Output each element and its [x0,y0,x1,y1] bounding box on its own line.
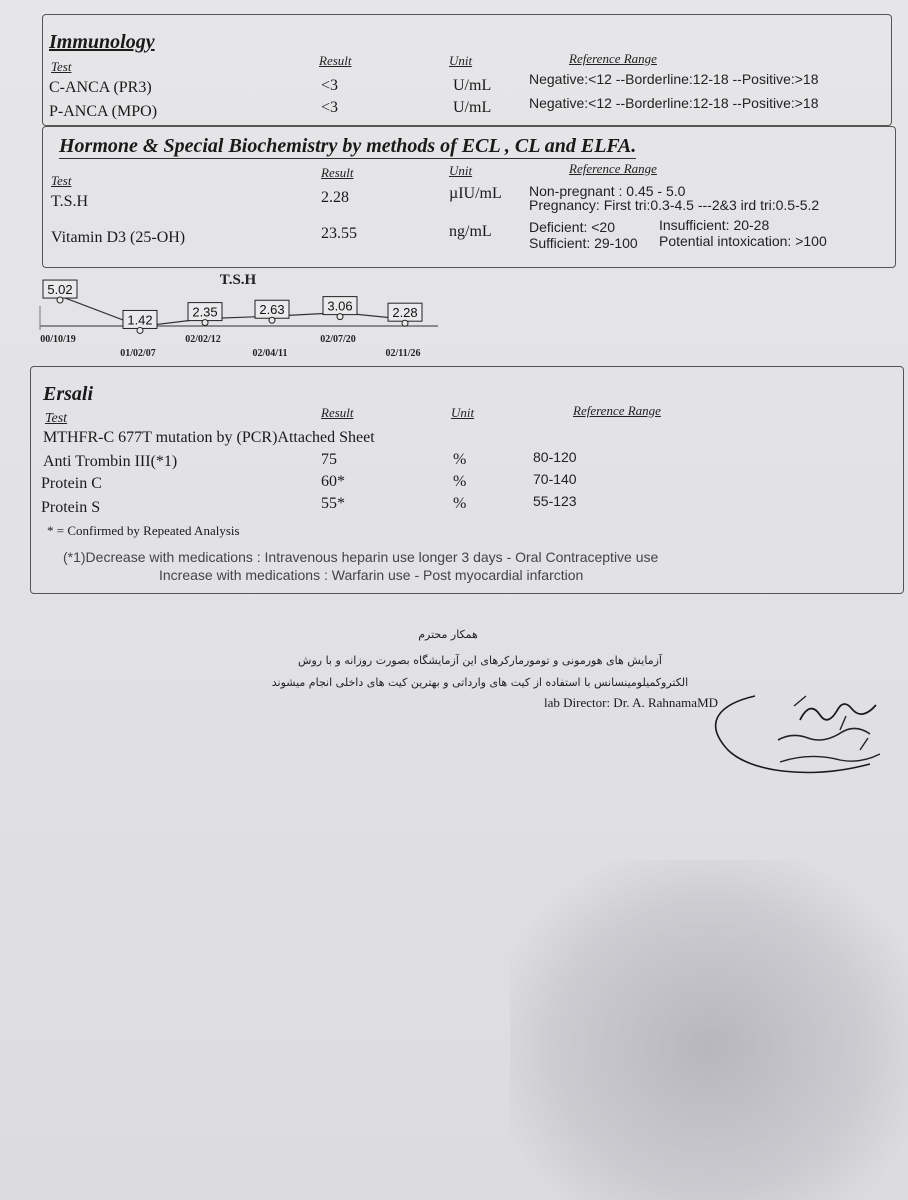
vitd-unit: ng/mL [449,223,492,240]
x-tick-label: 02/04/11 [252,348,288,359]
test-result: 75 [321,451,337,468]
data-point [57,297,63,303]
ersali-title: Ersali [43,383,94,405]
test-name: P-ANCA (MPO) [49,103,158,120]
test-name: C-ANCA (PR3) [49,79,152,96]
ersali-section [30,366,904,594]
test-unit: % [453,495,467,512]
test-unit: % [453,473,467,490]
test-name: Protein C [41,475,102,492]
x-tick-label: 02/11/26 [385,348,421,359]
x-tick-label: 02/07/20 [320,334,356,345]
test-unit: U/mL [453,99,492,116]
data-point [137,327,143,333]
test-unit: U/mL [453,77,492,94]
header-result: Result [321,165,354,180]
test-name: Anti Trombin III(*1) [43,453,178,470]
lab-director: lab Director: Dr. A. RahnamaMD [544,695,719,710]
data-point [337,314,343,320]
test-name: Protein S [41,499,101,516]
data-point [402,320,408,326]
header-unit: Unit [449,163,473,178]
photo-shadow [510,860,908,1200]
x-tick-label: 00/10/19 [40,334,76,345]
header-unit: Unit [451,405,475,420]
value-label: 2.63 [259,302,285,318]
header-reference: Reference Range [569,161,657,176]
test-unit: % [453,451,467,468]
header-result: Result [319,53,352,68]
hormone-section [42,126,896,268]
chart-title: T.S.H [219,272,257,288]
header-test: Test [45,411,68,426]
value-label: 2.35 [192,304,218,320]
hormone-title: Hormone & Special Biochemistry by methods of ECL , CL and ELFA. [59,135,637,157]
confirmed-note: * = Confirmed by Repeated Analysis [47,523,240,538]
x-tick-label: 02/02/12 [185,334,221,345]
footer-note: آزمایش های هورمونی و تومورمارکرهای این آزمایشگاه بصورت روزانه و با روش [298,654,662,667]
header-reference: Reference Range [573,403,661,418]
header-reference: Reference Range [569,51,657,66]
tsh-reference: Pregnancy: First tri:0.3-4.5 ---2&3 ird tri:0.5-5.2 [529,197,820,213]
vitd-reference: Deficient: <20 [529,219,615,235]
test-reference: Negative:<12 --Borderline:12-18 --Positive:>18 [529,95,819,111]
test-result: <3 [321,99,339,116]
test-reference: 55-123 [533,493,577,509]
test-result: 60* [321,473,345,490]
header-test: Test [51,59,72,74]
test-reference: Negative:<12 --Borderline:12-18 --Positive:>18 [529,71,819,87]
tsh-unit: µIU/mL [449,185,502,202]
immunology-section [42,14,892,126]
data-point [202,320,208,326]
value-label: 2.28 [392,305,418,321]
value-label: 1.42 [127,312,153,328]
tsh-trend-chart [30,268,470,368]
tsh-test: T.S.H [51,193,89,210]
value-label: 3.06 [327,298,353,314]
vitd-reference: Insufficient: 20-28 [659,217,770,233]
test-reference: 70-140 [533,471,577,487]
footer-greeting: همکار محترم [418,628,478,641]
medication-note: (*1)Decrease with medications : Intravenous heparin use longer 3 days - Oral Contraceptive use [63,549,659,565]
vitd-reference: Sufficient: 29-100 [529,235,638,251]
data-point [269,317,275,323]
immunology-title: Immunology [49,31,155,53]
test-result: <3 [321,77,339,94]
tsh-result: 2.28 [321,189,349,206]
signature-stamp [700,690,900,800]
tsh-reference: Non-pregnant : 0.45 - 5.0 [529,183,686,199]
footer-note: الکتروکمیلومینسانس با استفاده از کیت های وارداتی و بهترین کیت های داخلی انجام میشوند [271,676,689,689]
header-test: Test [51,173,72,188]
page-top-edge [0,0,908,8]
medication-note: Increase with medications : Warfarin use - Post myocardial infarction [159,567,584,583]
header-result: Result [321,405,354,420]
mthfr-test: MTHFR-C 677T mutation by (PCR)Attached Sheet [43,429,375,446]
header-unit: Unit [449,53,473,68]
vitd-result: 23.55 [321,225,357,242]
test-reference: 80-120 [533,449,577,465]
value-label: 5.02 [47,282,73,298]
vitd-test: Vitamin D3 (25-OH) [51,229,186,246]
x-tick-label: 01/02/07 [120,348,156,359]
test-result: 55* [321,495,345,512]
vitd-reference: Potential intoxication: >100 [659,233,827,249]
